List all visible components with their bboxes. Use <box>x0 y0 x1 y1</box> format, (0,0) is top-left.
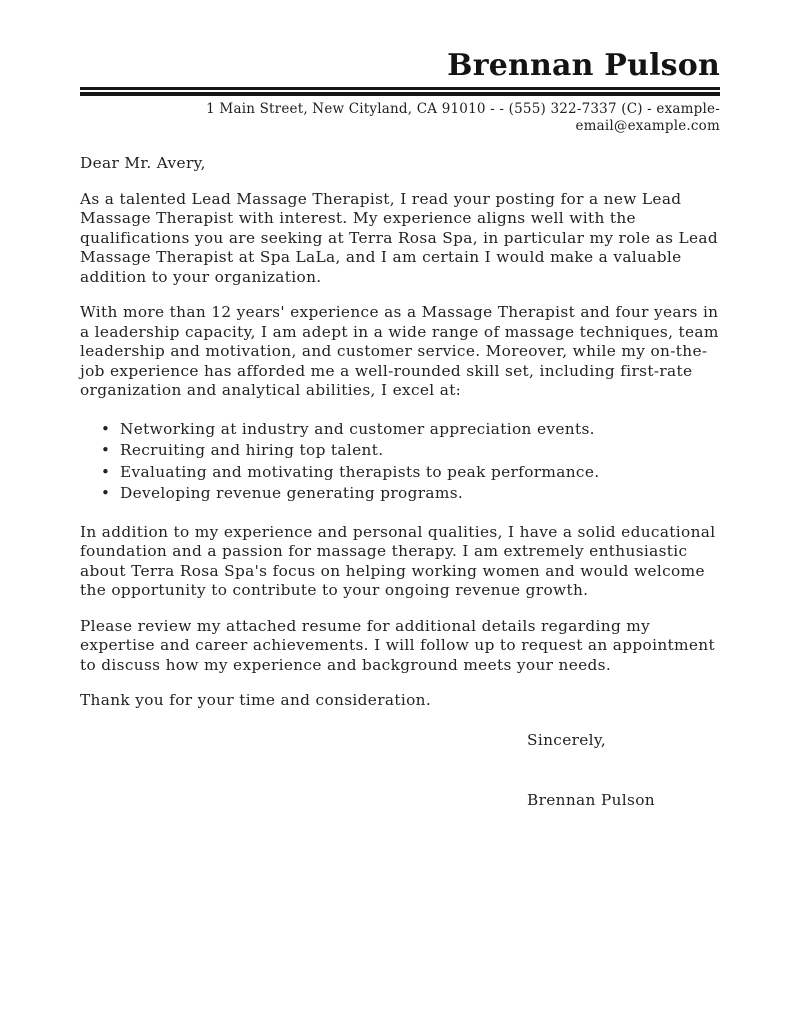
rule-bottom-line <box>80 92 720 96</box>
paragraph-education: In addition to my experience and personal qualities, I have a solid educational foundation and a passion for massage therapy. I am extremely enthusiastic about Terra Rosa Spa's focus on helping working women and would welcome the opportunity to contribute to your ongoing revenue growth. <box>80 522 716 599</box>
bullet-item: • Evaluating and motivating therapists to peak performance. <box>80 462 720 484</box>
letter-header <box>80 48 720 135</box>
bullet-item: • Recruiting and hiring top talent. <box>80 440 720 462</box>
paragraph-resume-review: Please review my attached resume for additional details regarding my expertise and career achievements. I will follow up to request an appointment to discuss how my experience and background meets your needs. <box>80 616 716 674</box>
paragraph-intro: As a talented Lead Massage Therapist, I read your posting for a new Lead Massage Therapist with interest. My experience aligns well with the qualifications you are seeking at Terra Rosa Spa, in particular my role as Lead Massage Therapist at Spa LaLa, and I am certain I would make a valuable addition to your organization. <box>80 189 719 286</box>
bullet-item: • Networking at industry and customer appreciation events. <box>80 419 720 441</box>
salutation: Dear Mr. Avery, <box>80 154 206 172</box>
applicant-name-heading: Brennan Pulson <box>447 48 720 83</box>
paragraph-experience: With more than 12 years' experience as a Massage Therapist and four years in a leadership capacity, I am adept in a wide range of massage techniques, team leadership and motivation, and customer service. Moreover, while my on-the-job experience has afforded me a well-rounded skill set, including first-rate organization and analytical abilities, I excel at: <box>80 303 719 399</box>
bullet-item: • Developing revenue generating programs. <box>80 483 720 505</box>
signoff-line: Sincerely, <box>527 730 607 749</box>
skills-bullet-list <box>80 419 720 505</box>
letter-body <box>80 154 720 811</box>
contact-info-line: 1 Main Street, New Cityland, CA 91010 - - (555) 322-7337 (C) - example-email@example.com <box>206 101 720 134</box>
header-double-rule <box>80 87 720 96</box>
signature-name: Brennan Pulson <box>527 791 655 809</box>
signoff-block <box>527 731 720 811</box>
thank-you-line: Thank you for your time and consideration. <box>80 691 432 709</box>
